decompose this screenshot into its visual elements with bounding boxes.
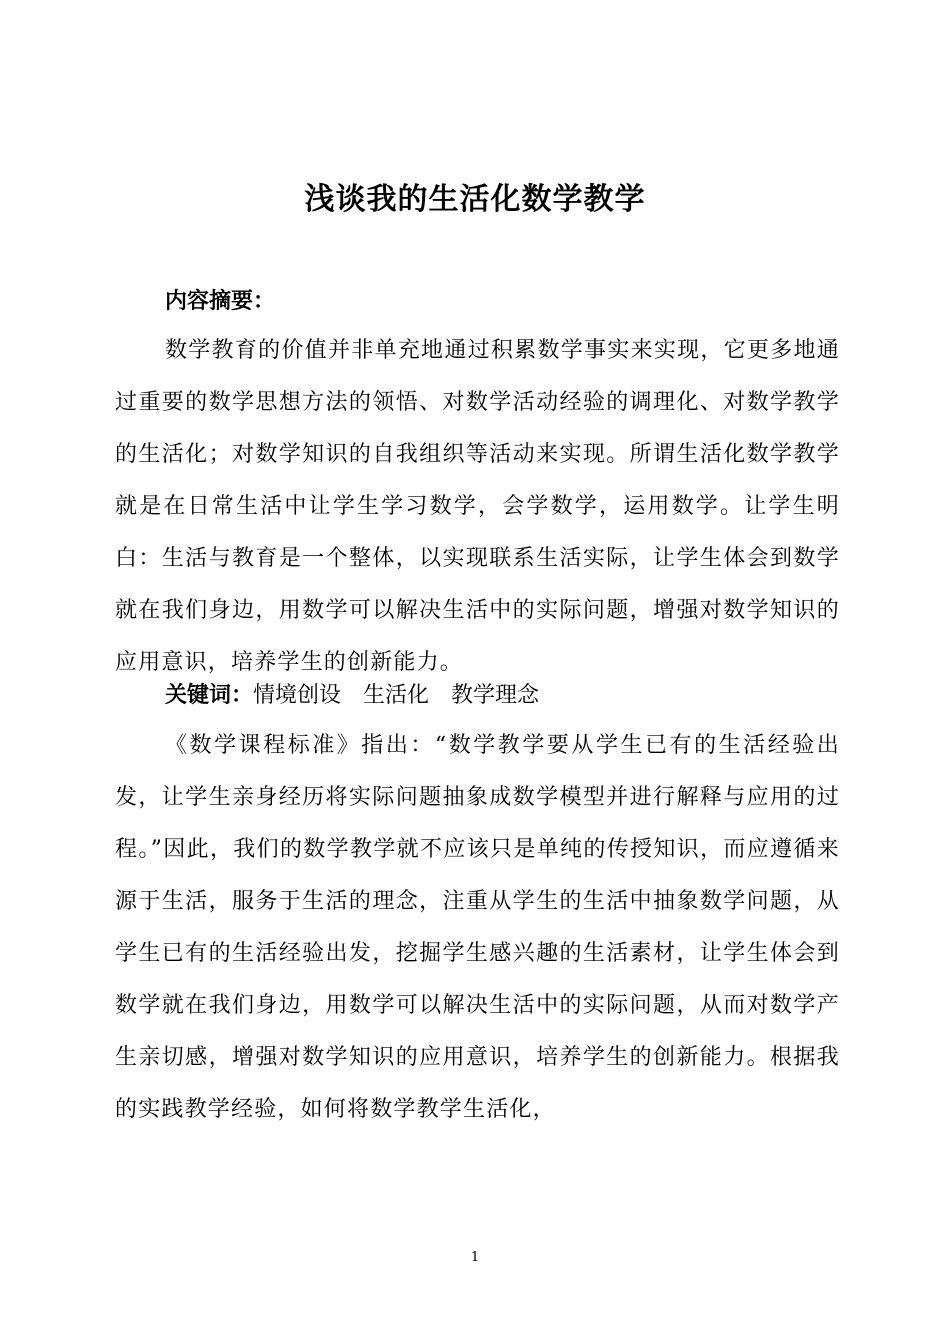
keyword-item: 生活化 <box>363 683 430 708</box>
keywords-line <box>165 678 561 713</box>
page-number: 1 <box>470 1250 480 1265</box>
document-title: 浅谈我的生活化数学教学 <box>304 182 646 217</box>
keyword-item: 情境创设 <box>253 683 342 708</box>
abstract-paragraph: 数学教育的价值并非单充地通过积累数学事实来实现，它更多地通过重要的数学思想方法的领悟、对数学活动经验的调理化、对数学教学的生活化；对数学知识的自我组织等活动来实现。所谓生活化数学教学就是在日常生活中让学生学习数学，会学数学，运用数学。让学生明白：生活与教育是一个整体，以实现联系生活实际，让学生体会到数学就在我们身边，用数学可以解决生活中的实际问题，增强对数学知识的应用意识，培养学生的创新能力。 <box>115 338 840 675</box>
body-paragraph: 《数学课程标准》指出：“数学教学要从学生已有的生活经验出发，让学生亲身经历将实际问题抽象成数学模型并进行解释与应用的过程。”因此，我们的数学教学就不应该只是单纯的传授知识，而应遵循来源于生活，服务于生活的理念，注重从学生的生活中抽象数学问题，从学生已有的生活经验出发，挖掘学生感兴趣的生活素材，让学生体会到数学就在我们身边，用数学可以解决生活中的实际问题，从而对数学产生亲切感，增强对数学知识的应用意识，培养学生的创新能力。根据我的实践教学经验，如何将数学教学生活化， <box>115 733 840 1122</box>
keyword-item: 教学理念 <box>451 683 540 708</box>
abstract-heading: 内容摘要： <box>165 288 276 314</box>
keywords-label: 关键词： <box>165 682 254 708</box>
